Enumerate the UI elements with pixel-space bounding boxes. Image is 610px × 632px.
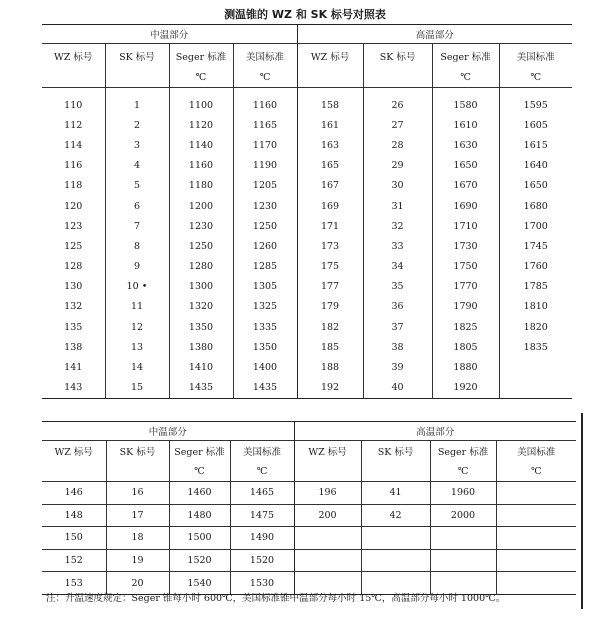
table-cell: [499, 378, 572, 399]
table-cell: 125: [42, 236, 105, 256]
table-cell: 192: [297, 378, 363, 399]
table-cell: 1825: [432, 317, 499, 337]
table-cell: 1880: [432, 357, 499, 377]
column-header-sk: SK 标号: [105, 44, 169, 69]
table-cell: 1480: [169, 504, 230, 527]
table-cell: 1710: [432, 216, 499, 236]
column-header-sk: SK 标号: [106, 441, 169, 462]
table-cell: 17: [106, 504, 169, 527]
column-unit-cell: [294, 461, 361, 482]
table-cell: 9: [105, 257, 169, 277]
table-cell: 1180: [169, 176, 233, 196]
column-header-us: 美国标准: [517, 447, 556, 458]
group-header-mid: 中温部分: [42, 422, 294, 441]
table-cell: 1835: [523, 341, 548, 353]
table-cell: 1605: [523, 119, 548, 131]
column-header-us: 美国标准: [516, 52, 555, 63]
table-cell: 1745: [523, 240, 548, 252]
table-cell: 114: [42, 135, 105, 155]
table-cell: [496, 549, 576, 572]
table-cell: 1540: [169, 572, 230, 595]
table-row: [42, 176, 572, 196]
table-row: [42, 236, 572, 256]
table-row: [42, 549, 576, 572]
table-cell: 1670: [432, 176, 499, 196]
table-row: [42, 504, 576, 527]
table-cell: 42: [361, 504, 430, 527]
table-cell: 1230: [169, 216, 233, 236]
table-cell: 2000: [430, 504, 496, 527]
table-cell: 1325: [233, 297, 297, 317]
table-cell: 135: [42, 317, 105, 337]
table-cell: 8: [105, 236, 169, 256]
table-cell: 1790: [432, 297, 499, 317]
table-cell: 10 •: [105, 277, 169, 297]
table-cell: 35: [363, 277, 432, 297]
table-cell: 19: [106, 549, 169, 572]
table-cell: 14: [105, 357, 169, 377]
table-cell: 118: [42, 176, 105, 196]
table-cell: 13: [105, 337, 169, 357]
table-row: [42, 482, 576, 505]
table-2-body: [42, 482, 576, 595]
table-row: [42, 257, 572, 277]
table-cell: 1760: [523, 261, 548, 273]
table-cell: 1680: [523, 200, 548, 212]
table-cell: 30: [363, 176, 432, 196]
table-cell: [294, 549, 361, 572]
table-cell: 1205: [233, 176, 297, 196]
table-cell: 1435: [169, 378, 233, 399]
table-cell: 1230: [233, 196, 297, 216]
column-unit-us: ℃: [496, 461, 576, 482]
table-row: [42, 317, 572, 337]
column-unit-us: ℃: [499, 68, 572, 88]
table-cell: 1520: [230, 549, 294, 572]
table-cell: 179: [297, 297, 363, 317]
table-cell: 1805: [432, 337, 499, 357]
table-cell: 5: [105, 176, 169, 196]
table-cell: 18: [106, 527, 169, 550]
table-cell: 1190: [233, 156, 297, 176]
table-cell: 33: [363, 236, 432, 256]
table-row: [42, 277, 572, 297]
table-cell: 1700: [523, 220, 548, 232]
table-cell: 34: [363, 257, 432, 277]
table-cell: 1960: [430, 482, 496, 505]
table-cell: [496, 572, 576, 595]
table-cell: 1810: [523, 301, 548, 313]
table-cell: 175: [297, 257, 363, 277]
table-cell: 188: [297, 357, 363, 377]
table-cell: 171: [297, 216, 363, 236]
table-cell: 182: [297, 317, 363, 337]
column-unit-seger: ℃: [169, 461, 230, 482]
comparison-table-2: [42, 421, 576, 595]
table-cell: 32: [363, 216, 432, 236]
footnote: 注：升温速度规定：Seger 锥每小时 600℃，美国标准锥中温部分每小时 15℃，高温部分每小时 1000℃。: [46, 593, 506, 604]
column-header-wz: WZ 标号: [42, 44, 105, 69]
table-cell: 1730: [432, 236, 499, 256]
table-cell: 1410: [169, 357, 233, 377]
table-cell: 146: [42, 482, 106, 505]
table-cell: [294, 527, 361, 550]
table-cell: 7: [105, 216, 169, 236]
comparison-table-1: [42, 24, 572, 399]
table-cell: 1400: [233, 357, 297, 377]
table-cell: 27: [363, 115, 432, 135]
table-cell: 1920: [432, 378, 499, 399]
column-header-seger: Seger 标准: [169, 44, 233, 69]
group-header-high: 高温部分: [294, 422, 576, 441]
table-cell: 158: [297, 88, 363, 116]
page-title: 测温锥的 WZ 和 SK 标号对照表: [224, 8, 386, 21]
table-cell: 31: [363, 196, 432, 216]
table-cell: 1300: [169, 277, 233, 297]
column-unit-seger: ℃: [430, 461, 496, 482]
table-cell: 196: [294, 482, 361, 505]
column-unit-cell: [105, 68, 169, 88]
table-cell: [361, 527, 430, 550]
table-cell: 28: [363, 135, 432, 155]
table-row: [42, 378, 572, 399]
group-header-high: 高温部分: [297, 25, 572, 44]
table-cell: 1500: [169, 527, 230, 550]
table-cell: 1640: [523, 160, 548, 172]
table-cell: 112: [42, 115, 105, 135]
table-cell: 3: [105, 135, 169, 155]
table-cell: 1610: [432, 115, 499, 135]
table-cell: 138: [42, 337, 105, 357]
table-row: [42, 135, 572, 155]
table-row: [42, 88, 572, 116]
table-cell: 169: [297, 196, 363, 216]
table-cell: 11: [105, 297, 169, 317]
table-cell: 128: [42, 257, 105, 277]
table-cell: 1285: [233, 257, 297, 277]
table-cell: 36: [363, 297, 432, 317]
table-cell: 1350: [233, 337, 297, 357]
table-cell: 1200: [169, 196, 233, 216]
table-cell: [430, 527, 496, 550]
table-cell: 1335: [233, 317, 297, 337]
table-cell: 153: [42, 572, 106, 595]
table-cell: 1: [105, 88, 169, 116]
column-header-wz: WZ 标号: [42, 441, 106, 462]
column-unit-cell: [42, 68, 105, 88]
table-cell: 1650: [523, 180, 548, 192]
table-cell: 15: [105, 378, 169, 399]
table-cell: 1170: [233, 135, 297, 155]
table-cell: 110: [42, 88, 105, 116]
table-cell: 6: [105, 196, 169, 216]
table-cell: 1380: [169, 337, 233, 357]
table-cell: 12: [105, 317, 169, 337]
column-header-seger: Seger 标准: [169, 441, 230, 462]
table-cell: [430, 549, 496, 572]
table-cell: 152: [42, 549, 106, 572]
table-cell: 165: [297, 156, 363, 176]
column-unit-cell: [297, 68, 363, 88]
table-cell: 148: [42, 504, 106, 527]
table-row: [42, 527, 576, 550]
column-header-sk: SK 标号: [363, 44, 432, 69]
table-cell: 200: [294, 504, 361, 527]
column-header-us: 美国标准: [233, 44, 297, 69]
column-header-wz: WZ 标号: [294, 441, 361, 462]
table-cell: [496, 482, 576, 505]
table-cell: 1120: [169, 115, 233, 135]
table-cell: 1140: [169, 135, 233, 155]
table-cell: [496, 527, 576, 550]
table-cell: 1250: [169, 236, 233, 256]
table-cell: 130: [42, 277, 105, 297]
table-row: [42, 297, 572, 317]
table-cell: 38: [363, 337, 432, 357]
table-cell: 1770: [432, 277, 499, 297]
table-row: [42, 196, 572, 216]
table-cell: 1595: [523, 99, 548, 111]
column-header-wz: WZ 标号: [297, 44, 363, 69]
table-cell: 116: [42, 156, 105, 176]
table-cell: 177: [297, 277, 363, 297]
table-cell: 1750: [432, 257, 499, 277]
table-cell: 1165: [233, 115, 297, 135]
table-cell: 1580: [432, 88, 499, 116]
table-cell: 26: [363, 88, 432, 116]
column-unit-seger: ℃: [432, 68, 499, 88]
margin-rule: [581, 413, 583, 609]
table-cell: 29: [363, 156, 432, 176]
table-cell: 167: [297, 176, 363, 196]
table-cell: 1280: [169, 257, 233, 277]
table-cell: 143: [42, 378, 105, 399]
table-row: [42, 156, 572, 176]
table-cell: 4: [105, 156, 169, 176]
column-unit-cell: [42, 461, 106, 482]
table-cell: 37: [363, 317, 432, 337]
table-cell: 1615: [523, 139, 548, 151]
table-cell: 1465: [230, 482, 294, 505]
table-cell: 1530: [230, 572, 294, 595]
column-header-seger: Seger 标准: [430, 441, 496, 462]
table-cell: 120: [42, 196, 105, 216]
table-cell: 1160: [233, 88, 297, 116]
table-cell: 1820: [523, 321, 548, 333]
column-header-sk: SK 标号: [361, 441, 430, 462]
table-cell: 173: [297, 236, 363, 256]
table-row: [42, 357, 572, 377]
table-cell: [361, 549, 430, 572]
column-unit-us: ℃: [233, 68, 297, 88]
table-row: [42, 216, 572, 236]
table-cell: 141: [42, 357, 105, 377]
column-unit-cell: [106, 461, 169, 482]
table-cell: 41: [361, 482, 430, 505]
table-cell: 1690: [432, 196, 499, 216]
table-cell: [496, 504, 576, 527]
table-cell: [499, 357, 572, 377]
column-header-seger: Seger 标准: [432, 44, 499, 69]
column-header-us: 美国标准: [230, 441, 294, 462]
table-cell: 1250: [233, 216, 297, 236]
table-cell: 40: [363, 378, 432, 399]
column-unit-seger: ℃: [169, 68, 233, 88]
table-cell: 1100: [169, 88, 233, 116]
group-header-mid: 中温部分: [42, 25, 297, 44]
column-unit-cell: [363, 68, 432, 88]
table-1-body: [42, 88, 572, 399]
table-cell: 1650: [432, 156, 499, 176]
table-cell: 1785: [523, 281, 548, 293]
table-cell: 1520: [169, 549, 230, 572]
table-cell: 163: [297, 135, 363, 155]
table-cell: 161: [297, 115, 363, 135]
table-cell: 1160: [169, 156, 233, 176]
table-cell: 1475: [230, 504, 294, 527]
table-row: [42, 337, 572, 357]
table-row: [42, 115, 572, 135]
table-cell: 132: [42, 297, 105, 317]
column-unit-us: ℃: [230, 461, 294, 482]
table-cell: 1320: [169, 297, 233, 317]
table-cell: 39: [363, 357, 432, 377]
table-cell: 150: [42, 527, 106, 550]
table-cell: 1350: [169, 317, 233, 337]
table-cell: 1435: [233, 378, 297, 399]
table-cell: 1260: [233, 236, 297, 256]
table-cell: 123: [42, 216, 105, 236]
table-cell: 1305: [233, 277, 297, 297]
table-cell: 20: [106, 572, 169, 595]
table-cell: 1490: [230, 527, 294, 550]
table-cell: 16: [106, 482, 169, 505]
column-unit-cell: [361, 461, 430, 482]
table-cell: 185: [297, 337, 363, 357]
table-cell: 1630: [432, 135, 499, 155]
table-cell: 1460: [169, 482, 230, 505]
table-cell: 2: [105, 115, 169, 135]
